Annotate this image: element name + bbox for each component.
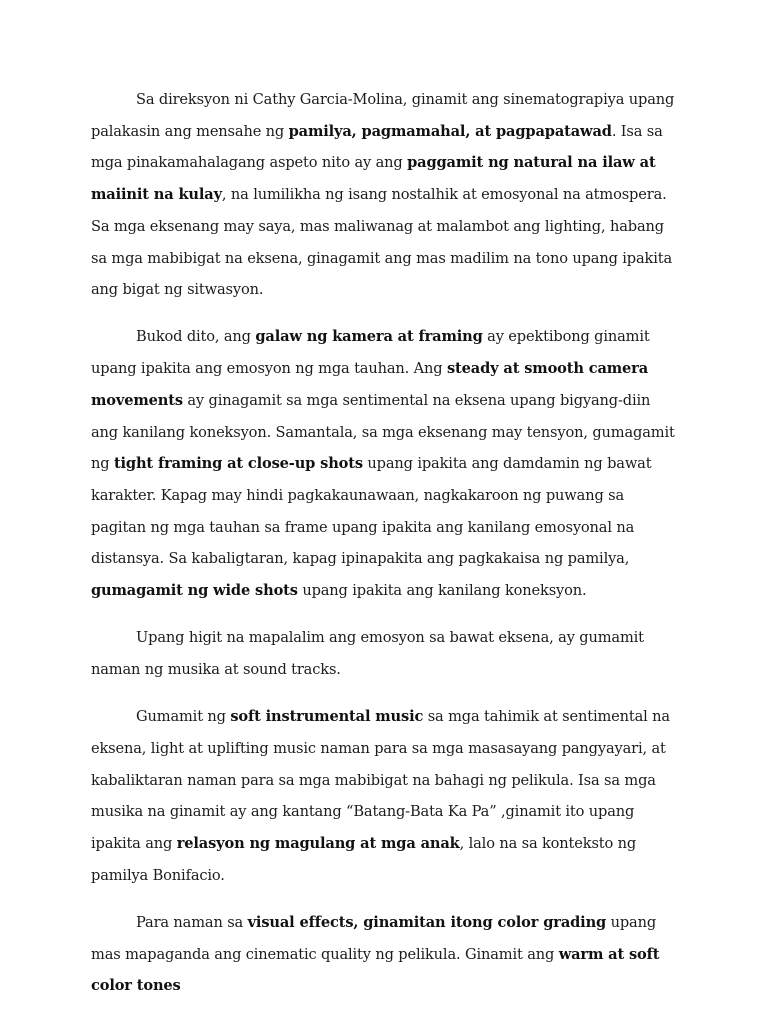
text-segment: Upang higit na mapalalim ang emosyon sa bawat eksena, ay gumamit naman ng musika at sound tracks. (91, 629, 644, 678)
paragraph-camera-framing (91, 321, 678, 606)
text-segment: Bukod dito, ang (136, 328, 256, 346)
text-segment: . Isa sa mga pinakamahalagang aspeto nito ay ang (91, 122, 663, 172)
paragraph-music-intro (91, 622, 678, 685)
text-segment: Para naman sa (136, 913, 248, 931)
paragraph-music (91, 701, 678, 891)
text-segment: sa mga tahimik at sentimental na eksena, light at uplifting music naman para sa mga masasayang pangyayari, at kabaliktaran naman para sa mga mabibigat na bahagi ng pelikula. Isa sa mga musika na ginamit ay ang kantang “Batang-Bata Ka Pa” ,ginamit ito upang ipakita ang (91, 708, 670, 852)
bold-phrase: steady at smooth camera movements (91, 360, 649, 409)
text-segment: Gumamit ng (136, 708, 231, 726)
paragraph-visual-effects (91, 907, 678, 1002)
bold-phrase: warm at soft color tones (91, 945, 660, 995)
bold-phrase: pamilya, pagmamahal, at pagpapatawad (288, 122, 612, 140)
text-segment: , lalo na sa konteksto ng pamilya Bonifacio. (91, 834, 637, 884)
text-segment: ay ginagamit sa mga sentimental na eksena upang bigyang-diin ang kanilang koneksyon. Samantala, sa mga eksenang may tensyon, gumagamit ng (91, 391, 675, 473)
bold-phrase: paggamit ng natural na ilaw at maiinit na kulay (91, 154, 656, 204)
bold-phrase: galaw ng kamera at framing (255, 328, 483, 346)
text-segment: ay epektibong ginamit upang ipakita ang emosyon ng mga tauhan. Ang (91, 328, 650, 378)
bold-phrase: gumagamit ng wide shots (91, 582, 298, 600)
bold-phrase: visual effects, ginamitan itong color grading (247, 913, 607, 931)
text-segment: upang ipakita ang damdamin ng bawat karakter. Kapag may hindi pagkakaunawaan, nagkakaroon ng puwang sa pagitan ng mga tauhan sa frame upang ipakita ang kanilang emosyonal na distansya. Sa kabaligtaran, kapag ipinapakita ang pagkakaisa ng pamilya, (91, 455, 652, 568)
bold-phrase: relasyon ng magulang at mga anak (176, 834, 460, 852)
paragraph-cinematography (91, 84, 678, 306)
bold-phrase: soft instrumental music (230, 708, 424, 726)
text-segment: upang ipakita ang kanilang koneksyon. (297, 582, 587, 600)
text-segment: upang mas mapaganda ang cinematic quality ng pelikula. Ginamit ang (91, 913, 657, 963)
text-segment: Sa direksyon ni Cathy Garcia-Molina, ginamit ang sinematograpiya upang palakasin ang mensahe ng (91, 91, 675, 140)
text-segment: , na lumilikha ng isang nostalhik at emosyonal na atmospera. Sa mga eksenang may saya, mas maliwanag at malambot ang lighting, habang sa mga mabibigat na eksena, ginagamit ang mas madilim na tono upang ipakita ang bigat ng sitwasyon. (91, 186, 673, 299)
bold-phrase: tight framing at close-up shots (113, 455, 363, 473)
